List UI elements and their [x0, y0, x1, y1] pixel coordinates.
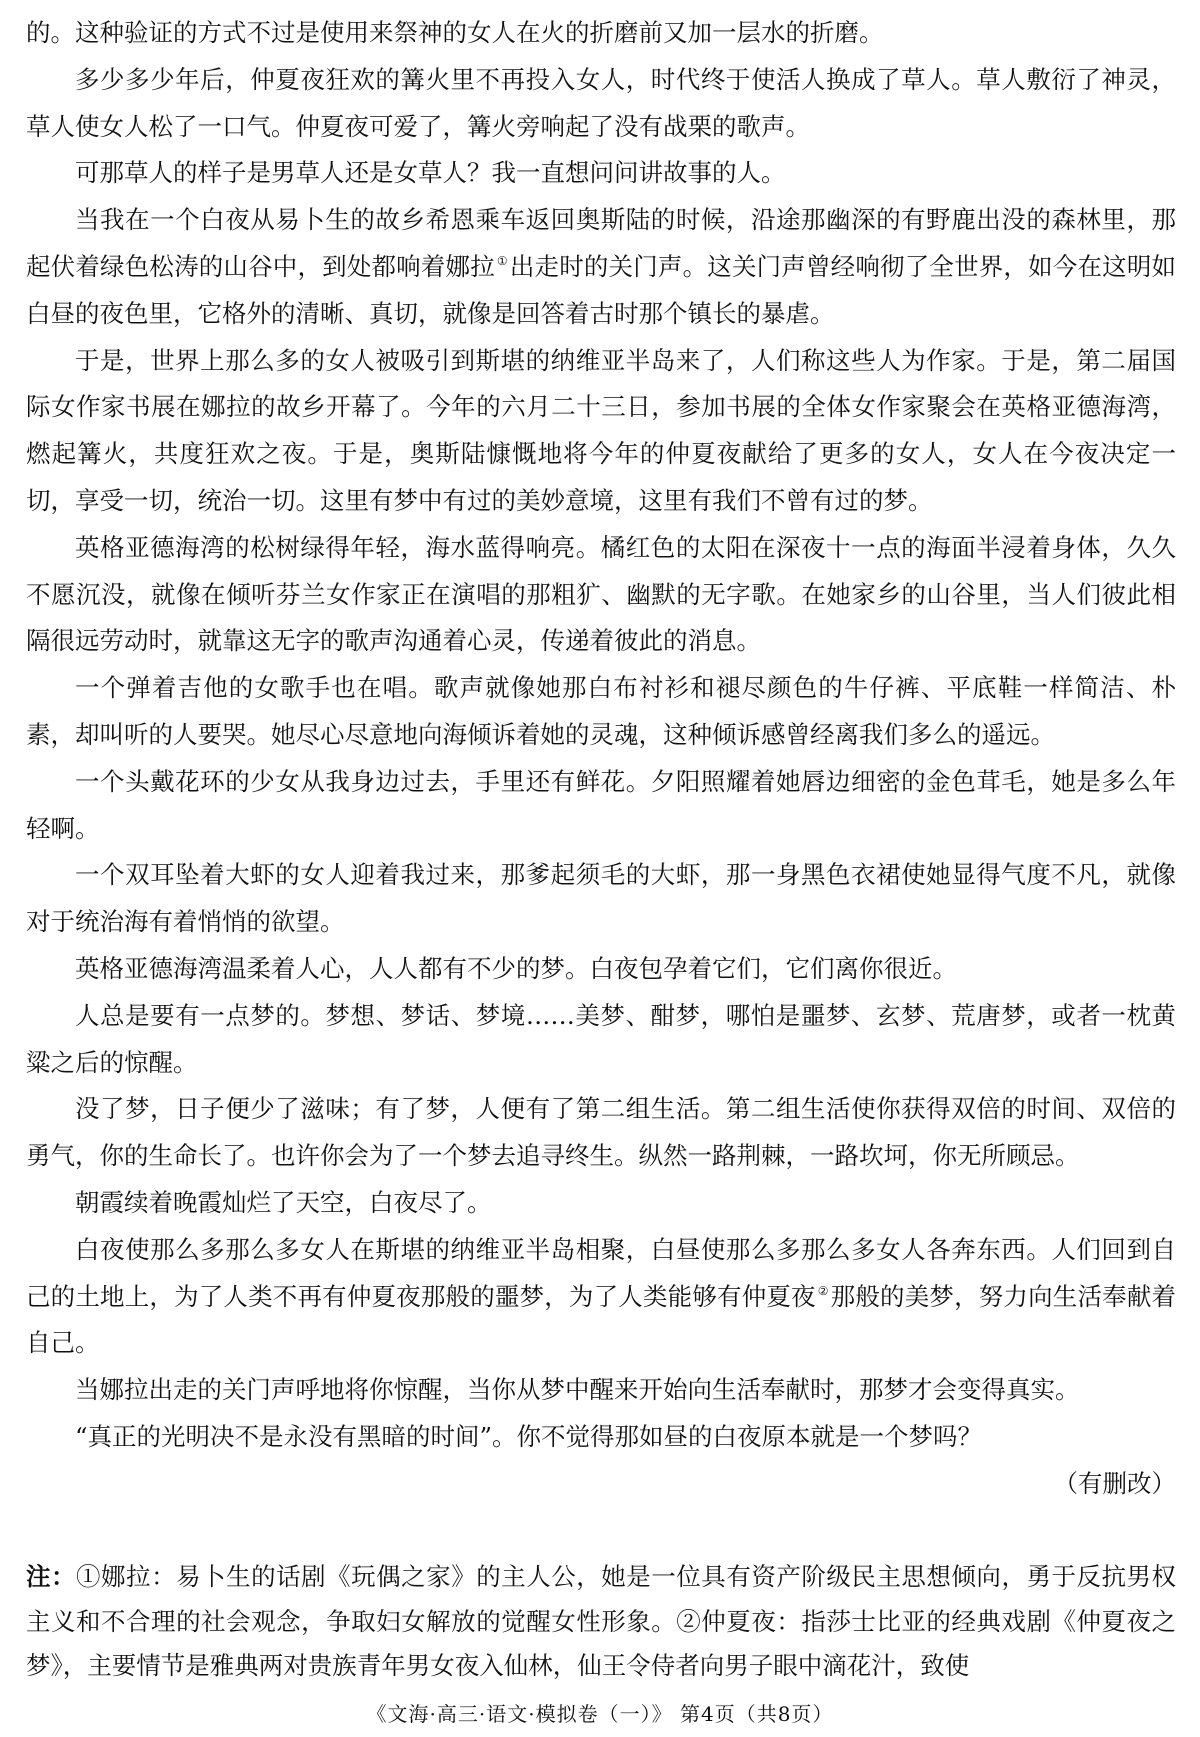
paragraph: [26, 1180, 1176, 1227]
paragraph-text: 那般的美梦，努力向生活奉献着自己。: [26, 1281, 1176, 1358]
footnote-marker: ①: [496, 253, 508, 268]
paragraph: [26, 1414, 1176, 1461]
paragraph-text: 一个弹着吉他的女歌手也在唱。歌声就像她那白布衬衫和褪尽颜色的牛仔裤、平底鞋一样简洁、朴素，却叫听的人要哭。她尽心尽意地向海倾诉着她的灵魂，这种倾诉感曾经离我们多么的遥远。: [26, 673, 1176, 749]
footnotes: [26, 1555, 1176, 1689]
paragraph: [26, 852, 1176, 946]
paragraph: [26, 525, 1176, 665]
paragraph-text: 朝霞续着晚霞灿烂了天空，白夜尽了。: [75, 1187, 492, 1217]
paragraph: [26, 759, 1176, 853]
paragraph: [26, 150, 1176, 197]
paragraph: [26, 10, 1176, 57]
paragraph-text: 出走时的关门声。这关门声曾经响彻了全世界，如今在这明如白昼的夜色里，它格外的清晰、真切，就像是回答着古时那个镇长的暴虐。: [26, 251, 1176, 328]
paragraph-text: 的。这种验证的方式不过是使用来祭神的女人在火的折磨前又加一层水的折磨。: [26, 18, 884, 47]
page-footer: [0, 1700, 1200, 1728]
paragraph: [26, 1227, 1176, 1367]
paragraph: [26, 1367, 1176, 1414]
paragraph-text: 一个头戴花环的少女从我身边过去，手里还有鲜花。夕阳照耀着她唇边细密的金色茸毛，她是多么年轻啊。: [26, 766, 1176, 843]
source-note-text: （有删改）: [1053, 1468, 1176, 1498]
paragraph-text: 人总是要有一点梦的。梦想、梦话、梦境……美梦、酣梦，哪怕是噩梦、玄梦、荒唐梦，或者一枕黄粱之后的惊醒。: [26, 1000, 1176, 1077]
paragraph: [26, 197, 1176, 337]
paragraph: [26, 993, 1176, 1087]
footer-text: 《文海·高三·语文·模拟卷（一）》 第4页（共8页）: [366, 1702, 834, 1726]
paragraph-text: 于是，世界上那么多的女人被吸引到斯堪的纳维亚半岛来了，人们称这些人为作家。于是，第二届国际女作家书展在娜拉的故乡开幕了。今年的六月二十三日，参加书展的全体女作家聚会在英格亚德海湾，燃起篝火，共度狂欢之夜。于是，奥斯陆慷慨地将今年的仲夏夜献给了更多的女人，女人在今夜决定一切，享受一切，统治一切。这里有梦中有过的美妙意境，这里有我们不曾有过的梦。: [26, 345, 1176, 515]
paragraph-text: 当我在一个白夜从易卜生的故乡希恩乘车返回奥斯陆的时候，沿途那幽深的有野鹿出没的森林里，那起伏着绿色松涛的山谷中，到处都响着娜拉: [26, 205, 1176, 281]
footnote-label: 注：: [26, 1562, 77, 1591]
paragraph-text: 多少多少年后，仲夏夜狂欢的篝火里不再投入女人，时代终于使活人换成了草人。草人敷衍了神灵，草人使女人松了一口气。仲夏夜可爱了，篝火旁响起了没有战栗的歌声。: [26, 64, 1176, 141]
paragraph-text: 英格亚德海湾温柔着人心，人人都有不少的梦。白夜包孕着它们，它们离你很近。: [75, 953, 957, 983]
footnote-paragraph: [26, 1555, 1176, 1689]
paragraph-text: 英格亚德海湾的松树绿得年轻，海水蓝得响亮。橘红色的太阳在深夜十一点的海面半浸着身体，久久不愿沉没，就像在倾听芬兰女作家正在演唱的那粗犷、幽默的无字歌。在她家乡的山谷里，当人们彼此相隔很远劳动时，就靠这无字的歌声沟通着心灵，传递着彼此的消息。: [26, 532, 1176, 656]
paragraph: [26, 946, 1176, 993]
paragraph-text: 白夜使那么多那么多女人在斯堪的纳维亚半岛相聚，白昼使那么多那么多女人各奔东西。人们回到自己的土地上，为了人类不再有仲夏夜那般的噩梦，为了人类能够有仲夏夜: [26, 1234, 1176, 1311]
paragraph: [26, 665, 1176, 759]
paragraph: [26, 1086, 1176, 1180]
source-note: [26, 1461, 1176, 1508]
footnote-text: ①娜拉：易卜生的话剧《玩偶之家》的主人公，她是一位具有资产阶级民主思想倾向，勇于反抗男权主义和不合理的社会观念，争取妇女解放的觉醒女性形象。②仲夏夜：指莎士比亚的经典戏剧《仲夏夜之梦》，主要情节是雅典两对贵族青年男女夜入仙林，仙王令侍者向男子眼中滴花汁，致使: [26, 1562, 1177, 1680]
paragraph: [26, 57, 1176, 151]
paragraph-text: 可那草人的样子是男草人还是女草人？我一直想问问讲故事的人。: [75, 158, 786, 188]
footnote-marker: ②: [817, 1283, 829, 1298]
paragraph: [26, 338, 1176, 525]
paragraph-text: “真正的光明决不是永没有黑暗的时间”。你不觉得那如昼的白夜原本就是一个梦吗？: [75, 1421, 983, 1451]
paragraph-text: 没了梦，日子便少了滋味；有了梦，人便有了第二组生活。第二组生活使你获得双倍的时间、双倍的勇气，你的生命长了。也许你会为了一个梦去追寻终生。纵然一路荆棘，一路坎坷，你无所顾忌。: [26, 1094, 1176, 1171]
paragraph-text: 当娜拉出走的关门声呼地将你惊醒，当你从梦中醒来开始向生活奉献时，那梦才会变得真实。: [75, 1375, 1080, 1405]
article-body: [26, 10, 1176, 1508]
paragraph-text: 一个双耳坠着大虾的女人迎着我过来，那爹起须毛的大虾，那一身黑色衣裙使她显得气度不凡，就像对于统治海有着悄悄的欲望。: [26, 860, 1176, 937]
